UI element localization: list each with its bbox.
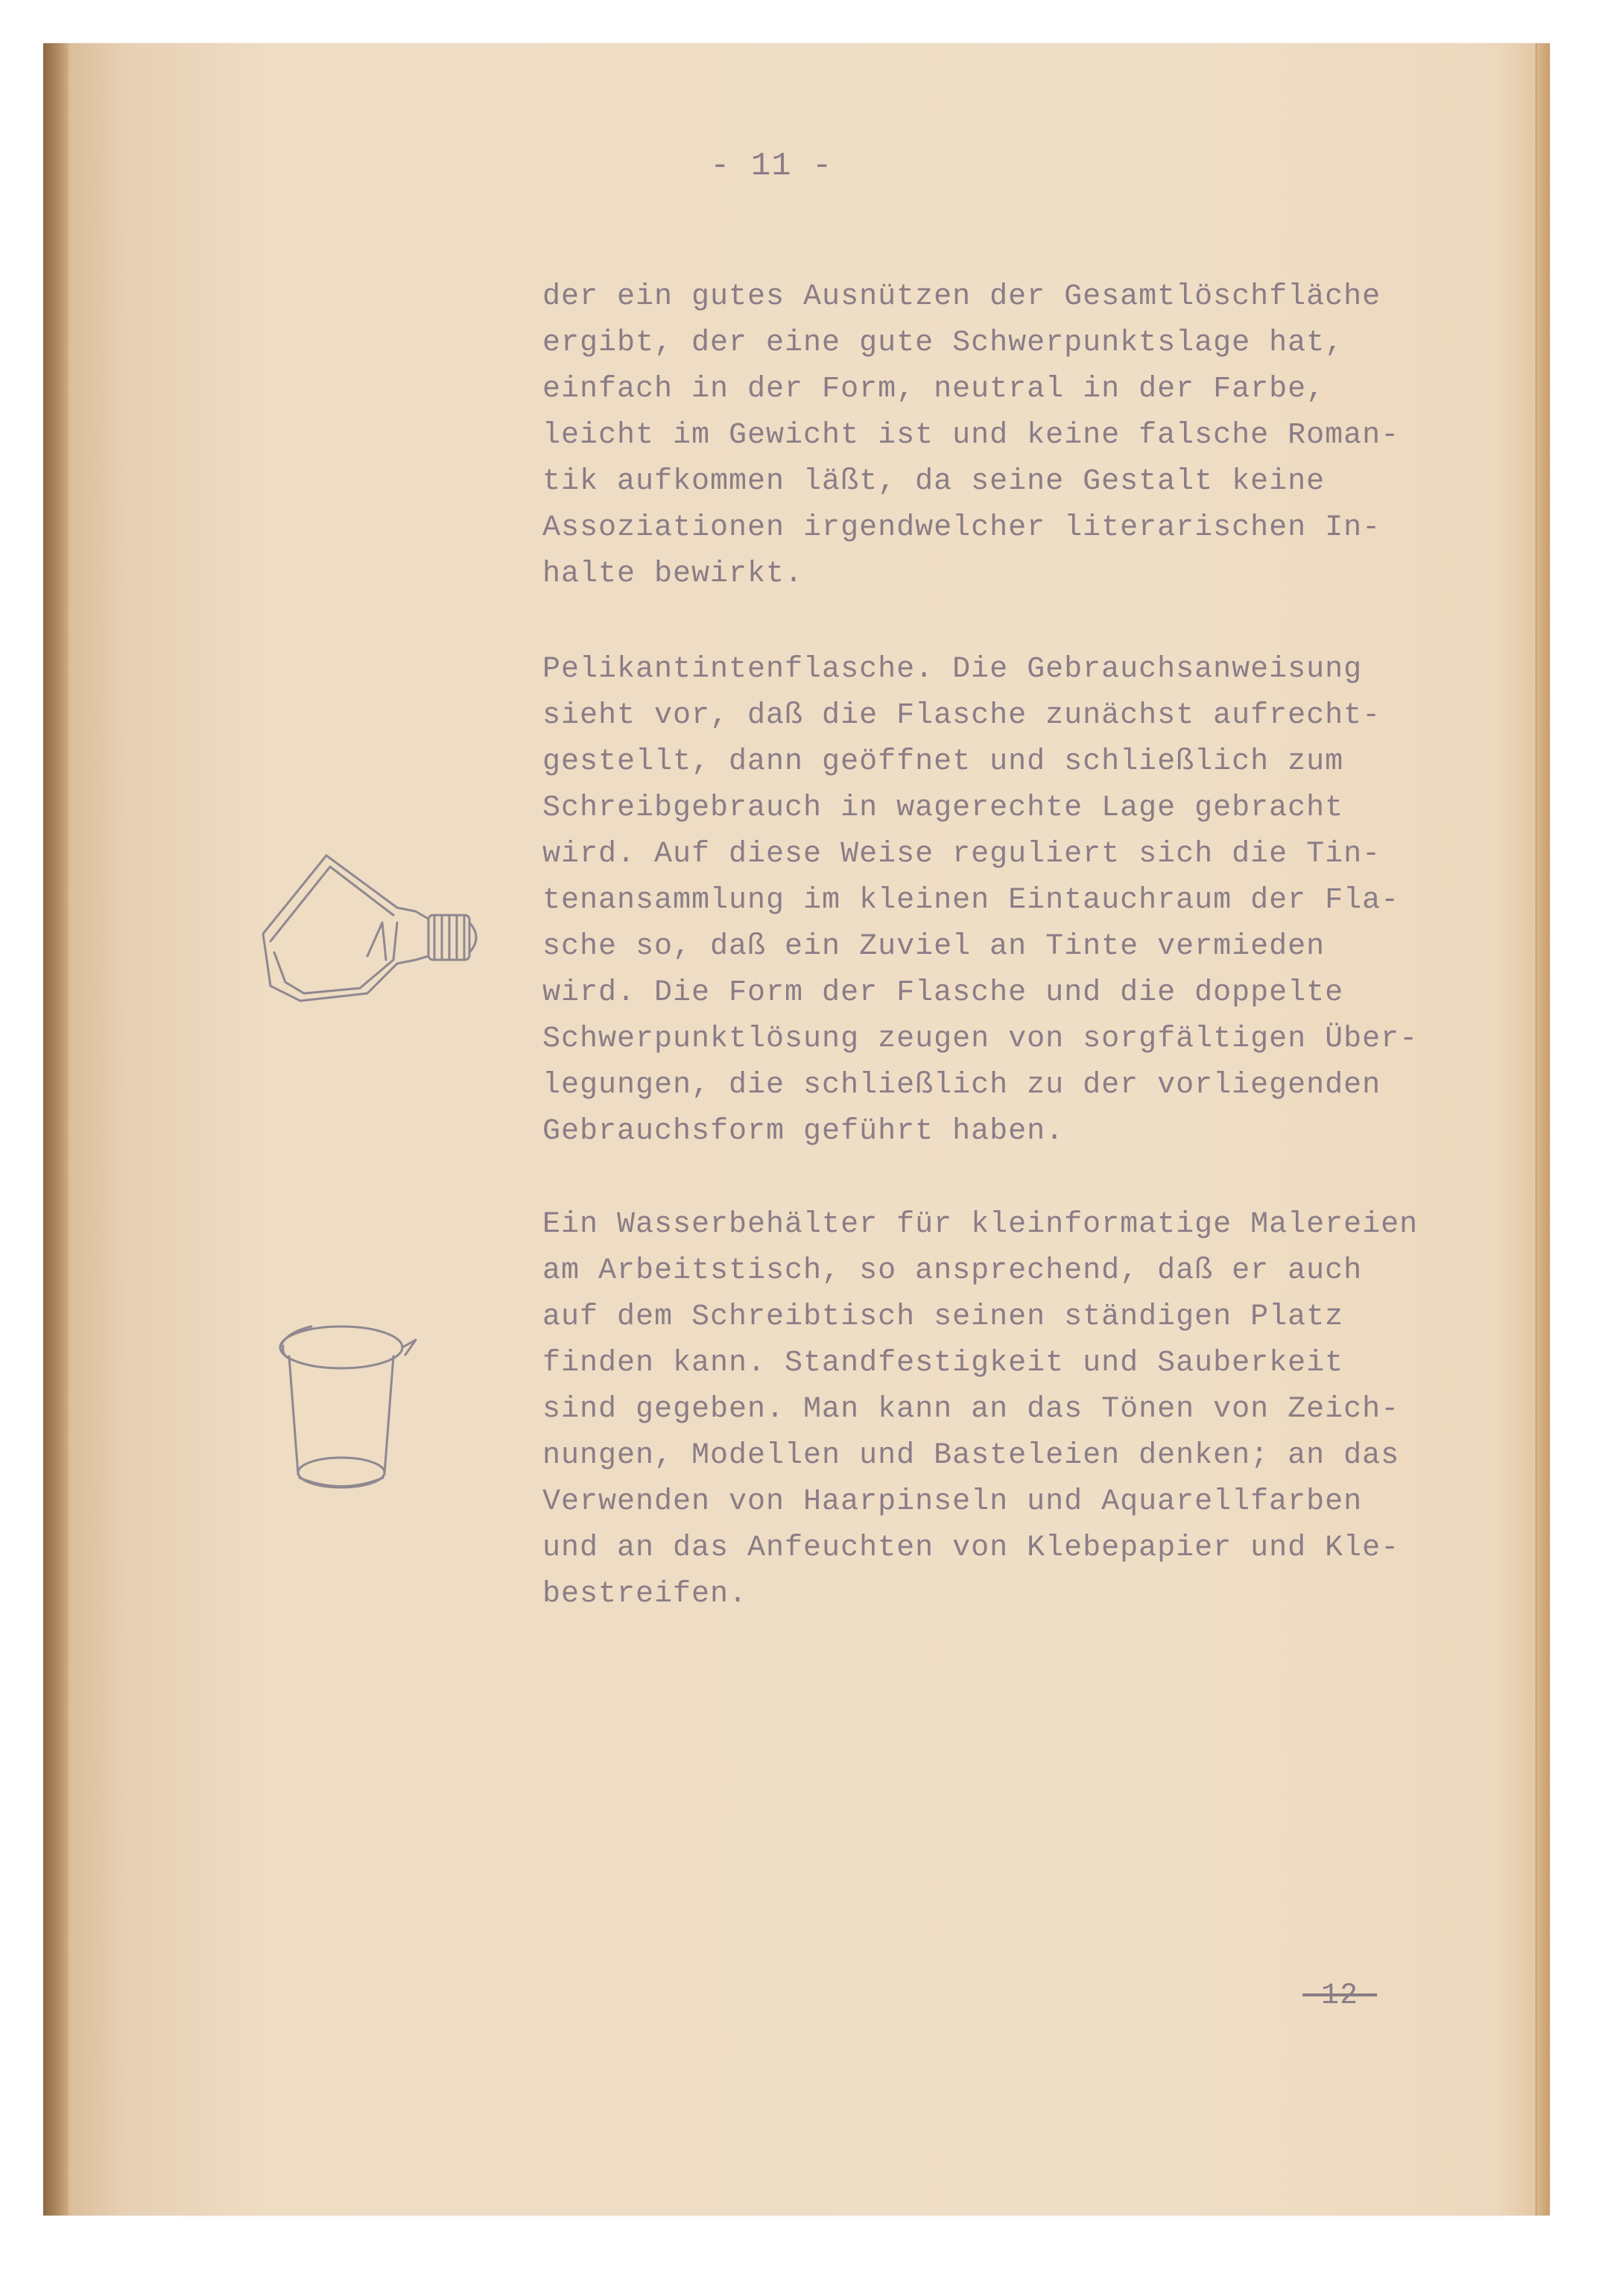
book-binding (43, 43, 69, 2216)
water-cup-sketch-icon (267, 1310, 438, 1504)
text-line: leicht im Gewicht ist und keine falsche Roman- (542, 419, 1400, 452)
text-line: nungen, Modellen und Basteleien denken; an das (542, 1439, 1400, 1473)
text-line: Schwerpunktlösung zeugen von sorgfältigen Über- (542, 1022, 1419, 1056)
text-line: bestreifen. (542, 1578, 748, 1611)
text-line: Assoziationen irgendwelcher literarischen In- (542, 511, 1381, 545)
paragraph-water-container (542, 1202, 1481, 1618)
ink-bottle-sketch-icon (256, 841, 494, 1012)
paragraph-ink-bottle (542, 647, 1481, 1155)
text-line: auf dem Schreibtisch seinen ständigen Platz (542, 1300, 1344, 1334)
text-line: sche so, daß ein Zuviel an Tinte vermieden (542, 930, 1326, 964)
text-line: finden kann. Standfestigkeit und Sauberkeit (542, 1347, 1344, 1380)
text-line: einfach in der Form, neutral in der Farbe, (542, 373, 1326, 406)
text-line: Gebrauchsform geführt haben. (542, 1115, 1065, 1148)
page-edge (1536, 43, 1550, 2216)
text-line: sieht vor, daß die Flasche zunächst aufrecht- (542, 699, 1381, 733)
text-line: ergibt, der eine gute Schwerpunktslage hat, (542, 326, 1344, 360)
text-line: Pelikantintenflasche. Die Gebrauchsanweisung (542, 653, 1363, 686)
text-line: Verwenden von Haarpinseln und Aquarellfarben (542, 1485, 1363, 1519)
text-line: legungen, die schließlich zu der vorliegenden (542, 1069, 1381, 1102)
document-page (43, 43, 1550, 2216)
text-line: am Arbeitstisch, so ansprechend, daß er auch (542, 1254, 1363, 1288)
text-line: halte bewirkt. (542, 557, 804, 591)
text-line: sind gegeben. Man kann an das Tönen von Zeich- (542, 1393, 1400, 1426)
text-line: Schreibgebrauch in wagerechte Lage gebracht (542, 791, 1344, 825)
text-line: wird. Auf diese Weise reguliert sich die Tin- (542, 838, 1381, 871)
text-line: Ein Wasserbehälter für kleinformatige Malereien (542, 1208, 1419, 1242)
paragraph-blotter (542, 274, 1481, 598)
next-page-marker: -12- (1302, 1979, 1378, 2013)
text-line: der ein gutes Ausnützen der Gesamtlöschfläche (542, 280, 1381, 314)
text-line: tik aufkommen läßt, da seine Gestalt keine (542, 465, 1326, 499)
text-line: gestellt, dann geöffnet und schließlich zum (542, 745, 1344, 779)
text-line: und an das Anfeuchten von Klebepapier und Kle- (542, 1531, 1400, 1565)
text-line: wird. Die Form der Flasche und die doppelte (542, 976, 1344, 1010)
page-number: - 11 - (710, 148, 833, 185)
text-line: tenansammlung im kleinen Eintauchraum der Fla- (542, 884, 1400, 917)
